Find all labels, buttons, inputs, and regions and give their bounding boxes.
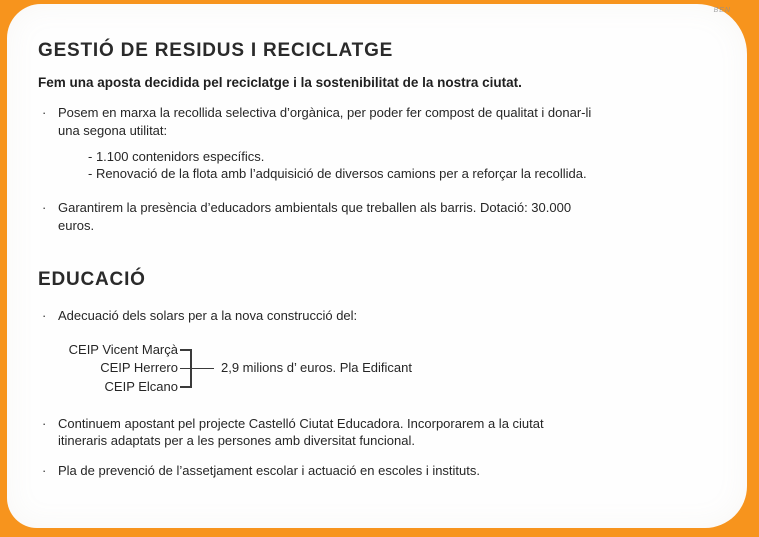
bullet-text: [58, 104, 591, 139]
sub-item-contenidors: - 1.100 contenidors específics.: [88, 149, 265, 164]
bullet-text: [58, 199, 571, 234]
bullet-text: [58, 415, 544, 450]
bullet-line: Continuem apostant pel projecte Castelló Ciutat Educadora. Incorporarem a la ciutat: [58, 415, 544, 431]
section-title-educacio: EDUCACIÓ: [38, 269, 146, 290]
bracket-connector-line: [191, 368, 214, 370]
bullet-text: Adecuació dels solars per a la nova construcció del:: [58, 308, 358, 323]
document-page: [7, 4, 747, 528]
bullet-marker: ·: [42, 105, 47, 120]
bullet-line: euros.: [58, 217, 95, 233]
bullet-marker: ·: [42, 308, 47, 323]
bullet-item-educadors: [38, 199, 717, 234]
ceip-funding-diagram: [62, 343, 622, 399]
diagram-item-elcano: CEIP Elcano: [104, 378, 178, 394]
bullet-line: itineraris adaptats per a les persones amb diversitat funcional.: [58, 433, 415, 448]
bullet-item-solars: [38, 307, 717, 325]
diagram-item-herrero: CEIP Herrero: [100, 360, 178, 375]
bullet-marker: ·: [42, 415, 47, 431]
diagram-labels: [62, 343, 178, 399]
corner-mark: BEN: [713, 7, 731, 14]
bullet-text: Pla de prevenció de l’assetjament escolar i actuació en escoles i instituts.: [58, 462, 480, 478]
diagram-item-vicent-marca: CEIP Vicent Marçà: [68, 341, 178, 357]
bullet-line: Garantirem la presència d’educadors ambientals que treballen als barris. Dotació: 30.000: [58, 200, 572, 215]
bullet-marker: ·: [42, 200, 47, 215]
intro-statement: Fem una aposta decidida pel reciclatge i la sostenibilitat de la nostra ciutat.: [38, 75, 522, 90]
bullet-item-ciutat-educadora: [38, 415, 717, 450]
bullet-line: una segona utilitat:: [58, 122, 168, 138]
bullet-marker: ·: [42, 462, 47, 478]
bullet-line: Posem en marxa la recollida selectiva d’orgànica, per poder fer compost de qualitat i donar-li: [58, 105, 592, 120]
page-content: [7, 4, 747, 479]
bullet-item-organica: [38, 104, 717, 139]
sub-item-list: [88, 149, 717, 182]
bullet-item-assetjament: [38, 462, 717, 480]
section-title-residus: GESTIÓ DE RESIDUS I RECICLATGE: [38, 40, 394, 61]
sub-item-flota: - Renovació de la flota amb l’adquisició de diversos camions per a reforçar la recollida.: [88, 165, 587, 181]
diagram-result: 2,9 milions d’ euros. Pla Edificant: [221, 360, 413, 375]
